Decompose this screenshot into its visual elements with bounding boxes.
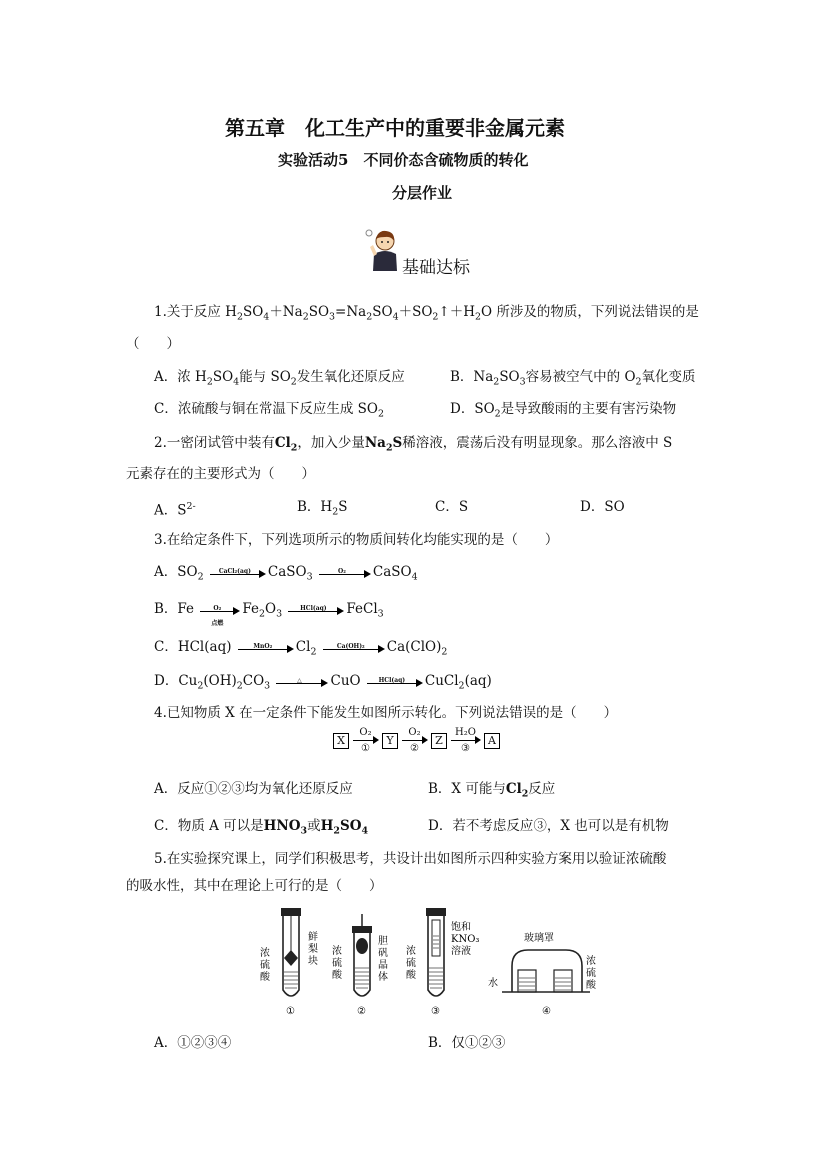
activity-title: 实验活动5 不同价态含硫物质的转化 xyxy=(278,151,529,169)
flow-box-x: X xyxy=(333,733,349,749)
flow-box-a: A xyxy=(484,733,500,749)
svg-text:酸: 酸 xyxy=(406,970,416,981)
svg-text:矾: 矾 xyxy=(378,948,388,959)
svg-text:硫: 硫 xyxy=(260,960,270,971)
tube-2 xyxy=(332,914,388,1017)
flow-arrow-2: O₂ ② xyxy=(402,733,428,749)
q1-option-c[interactable]: C．浓硫酸与铜在常温下反应生成 $SO_2$ xyxy=(154,401,384,420)
svg-text:晶: 晶 xyxy=(378,960,388,971)
q3a-arrow-1: CaCl₂(aq) xyxy=(210,566,266,580)
svg-text:硫: 硫 xyxy=(332,958,342,969)
flow-arrow-1: O₂ ① xyxy=(353,733,379,749)
q3-option-b[interactable]: B．Fe O₂ 点燃 $Fe_2O_3$ HCl(aq) FeCl$_3$ xyxy=(154,601,384,627)
student-thinking-icon xyxy=(364,228,402,272)
flow-arrow-3: H₂O ③ xyxy=(451,733,481,749)
svg-text:KNO₃: KNO₃ xyxy=(451,934,480,945)
q3b-arrow-2: HCl(aq) xyxy=(288,603,344,617)
q2-option-c[interactable]: C．S xyxy=(435,499,469,515)
svg-text:玻璃罩: 玻璃罩 xyxy=(524,933,554,944)
svg-text:浓: 浓 xyxy=(332,946,342,957)
q5-option-a[interactable]: A．①②③④ xyxy=(154,1035,232,1051)
q1-option-b[interactable]: B．$Na_2SO_3$容易被空气中的 $O_2$氧化变质 xyxy=(450,369,696,388)
q2-stem-line2: 元素存在的主要形式为（ ） xyxy=(126,466,315,482)
svg-text:硫: 硫 xyxy=(586,968,596,979)
q2-option-d[interactable]: D．SO xyxy=(580,499,625,515)
tube-3 xyxy=(406,908,479,1017)
svg-text:酸: 酸 xyxy=(586,980,596,991)
q1-option-d[interactable]: D．$SO_2$是导致酸雨的主要有害污染物 xyxy=(450,401,677,420)
svg-text:块: 块 xyxy=(308,956,318,967)
svg-text:胆: 胆 xyxy=(378,936,388,947)
q4-option-d[interactable]: D．若不考虑反应③，X 也可以是有机物 xyxy=(428,818,669,834)
q3c-arrow-2: Ca(OH)₂ xyxy=(323,641,385,655)
q5-stem-line2: 的吸水性，其中在理论上可行的是（ ） xyxy=(126,878,383,894)
svg-text:浓: 浓 xyxy=(586,956,596,967)
q5-stem-line1: 5.在实验探究课上，同学们积极思考，共设计出如图所示四种实验方案用以验证浓硫酸 xyxy=(154,851,667,867)
section-label: 基础达标 xyxy=(402,258,470,278)
svg-text:硫: 硫 xyxy=(406,958,416,969)
q3-option-a[interactable]: A．$SO_2$ CaCl₂(aq) CaSO$_3$ O₂ CaSO$_4$ xyxy=(154,564,418,583)
q2-stem-line1: 2.一密闭试管中装有$Cl_2$，加入少量$Na_2S$稀溶液，震荡后没有明显现象。那么溶液中 S xyxy=(154,435,673,454)
q1-paren: （ ） xyxy=(126,336,180,352)
tube-1 xyxy=(260,908,318,1017)
q4-option-a[interactable]: A．反应①②③均为氧化还原反应 xyxy=(154,781,353,797)
svg-text:水: 水 xyxy=(488,978,498,989)
svg-text:饱和: 饱和 xyxy=(451,922,471,933)
q3-stem: 3.在给定条件下，下列选项所示的物质间转化均能实现的是（ ） xyxy=(154,532,559,548)
q3-option-d[interactable]: D．$Cu_2(OH)_2CO_3$ △ CuO HCl(aq) CuCl$_2$(aq) xyxy=(154,673,492,692)
q4-option-b[interactable]: B．X 可能与$Cl_2$反应 xyxy=(428,781,556,800)
q3c-arrow-1: MnO₂ xyxy=(238,641,294,655)
q2-option-b[interactable]: B．$H_2S$ xyxy=(297,499,348,518)
svg-text:鲜: 鲜 xyxy=(308,932,318,943)
svg-text:④: ④ xyxy=(542,1006,551,1017)
q5-experiment-figure xyxy=(250,906,610,1018)
svg-text:浓: 浓 xyxy=(406,946,416,957)
page-subtitle: 分层作业 xyxy=(392,184,453,202)
q4-option-c[interactable]: C．物质 A 可以是$HNO_3$或$H_2SO_4$ xyxy=(154,818,369,837)
q3d-arrow-2: HCl(aq) xyxy=(367,675,423,689)
svg-text:②: ② xyxy=(357,1006,366,1017)
q1-stem: 1.关于反应 $H_2SO_4+Na_2SO_3=Na_2SO_4+SO_2↑+H_2O$ 所涉及的物质，下列说法错误的是 xyxy=(154,304,699,323)
bell-jar-4 xyxy=(488,931,597,1017)
svg-text:溶液: 溶液 xyxy=(451,946,471,957)
svg-text:酸: 酸 xyxy=(332,970,342,981)
q1-option-a[interactable]: A．浓 $H_2SO_4$能与 $SO_2$发生氧化还原反应 xyxy=(154,369,405,388)
chapter-title: 第五章 化工生产中的重要非金属元素 xyxy=(225,116,565,140)
svg-text:③: ③ xyxy=(431,1006,440,1017)
q3b-arrow-1: O₂ 点燃 xyxy=(200,603,240,617)
q4-stem: 4.已知物质 X 在一定条件下能发生如图所示转化。下列说法错误的是（ ） xyxy=(154,705,618,721)
q3d-arrow-1: △ xyxy=(276,675,328,689)
svg-text:体: 体 xyxy=(378,972,388,983)
q2-option-a[interactable]: A．$S^{2-}$ xyxy=(154,501,196,519)
svg-text:①: ① xyxy=(286,1006,295,1017)
flow-box-y: Y xyxy=(382,733,398,749)
svg-text:浓: 浓 xyxy=(260,948,270,959)
svg-text:梨: 梨 xyxy=(308,944,318,955)
q5-option-b[interactable]: B．仅①②③ xyxy=(428,1035,506,1051)
q3-option-c[interactable]: C．HCl(aq) MnO₂ $Cl_2$ Ca(OH)₂ $Ca(ClO)_2$ xyxy=(154,639,448,658)
q3a-arrow-2: O₂ xyxy=(319,566,371,580)
q4-flow-diagram xyxy=(333,727,500,754)
flow-box-z: Z xyxy=(431,733,447,749)
svg-text:酸: 酸 xyxy=(260,972,270,983)
